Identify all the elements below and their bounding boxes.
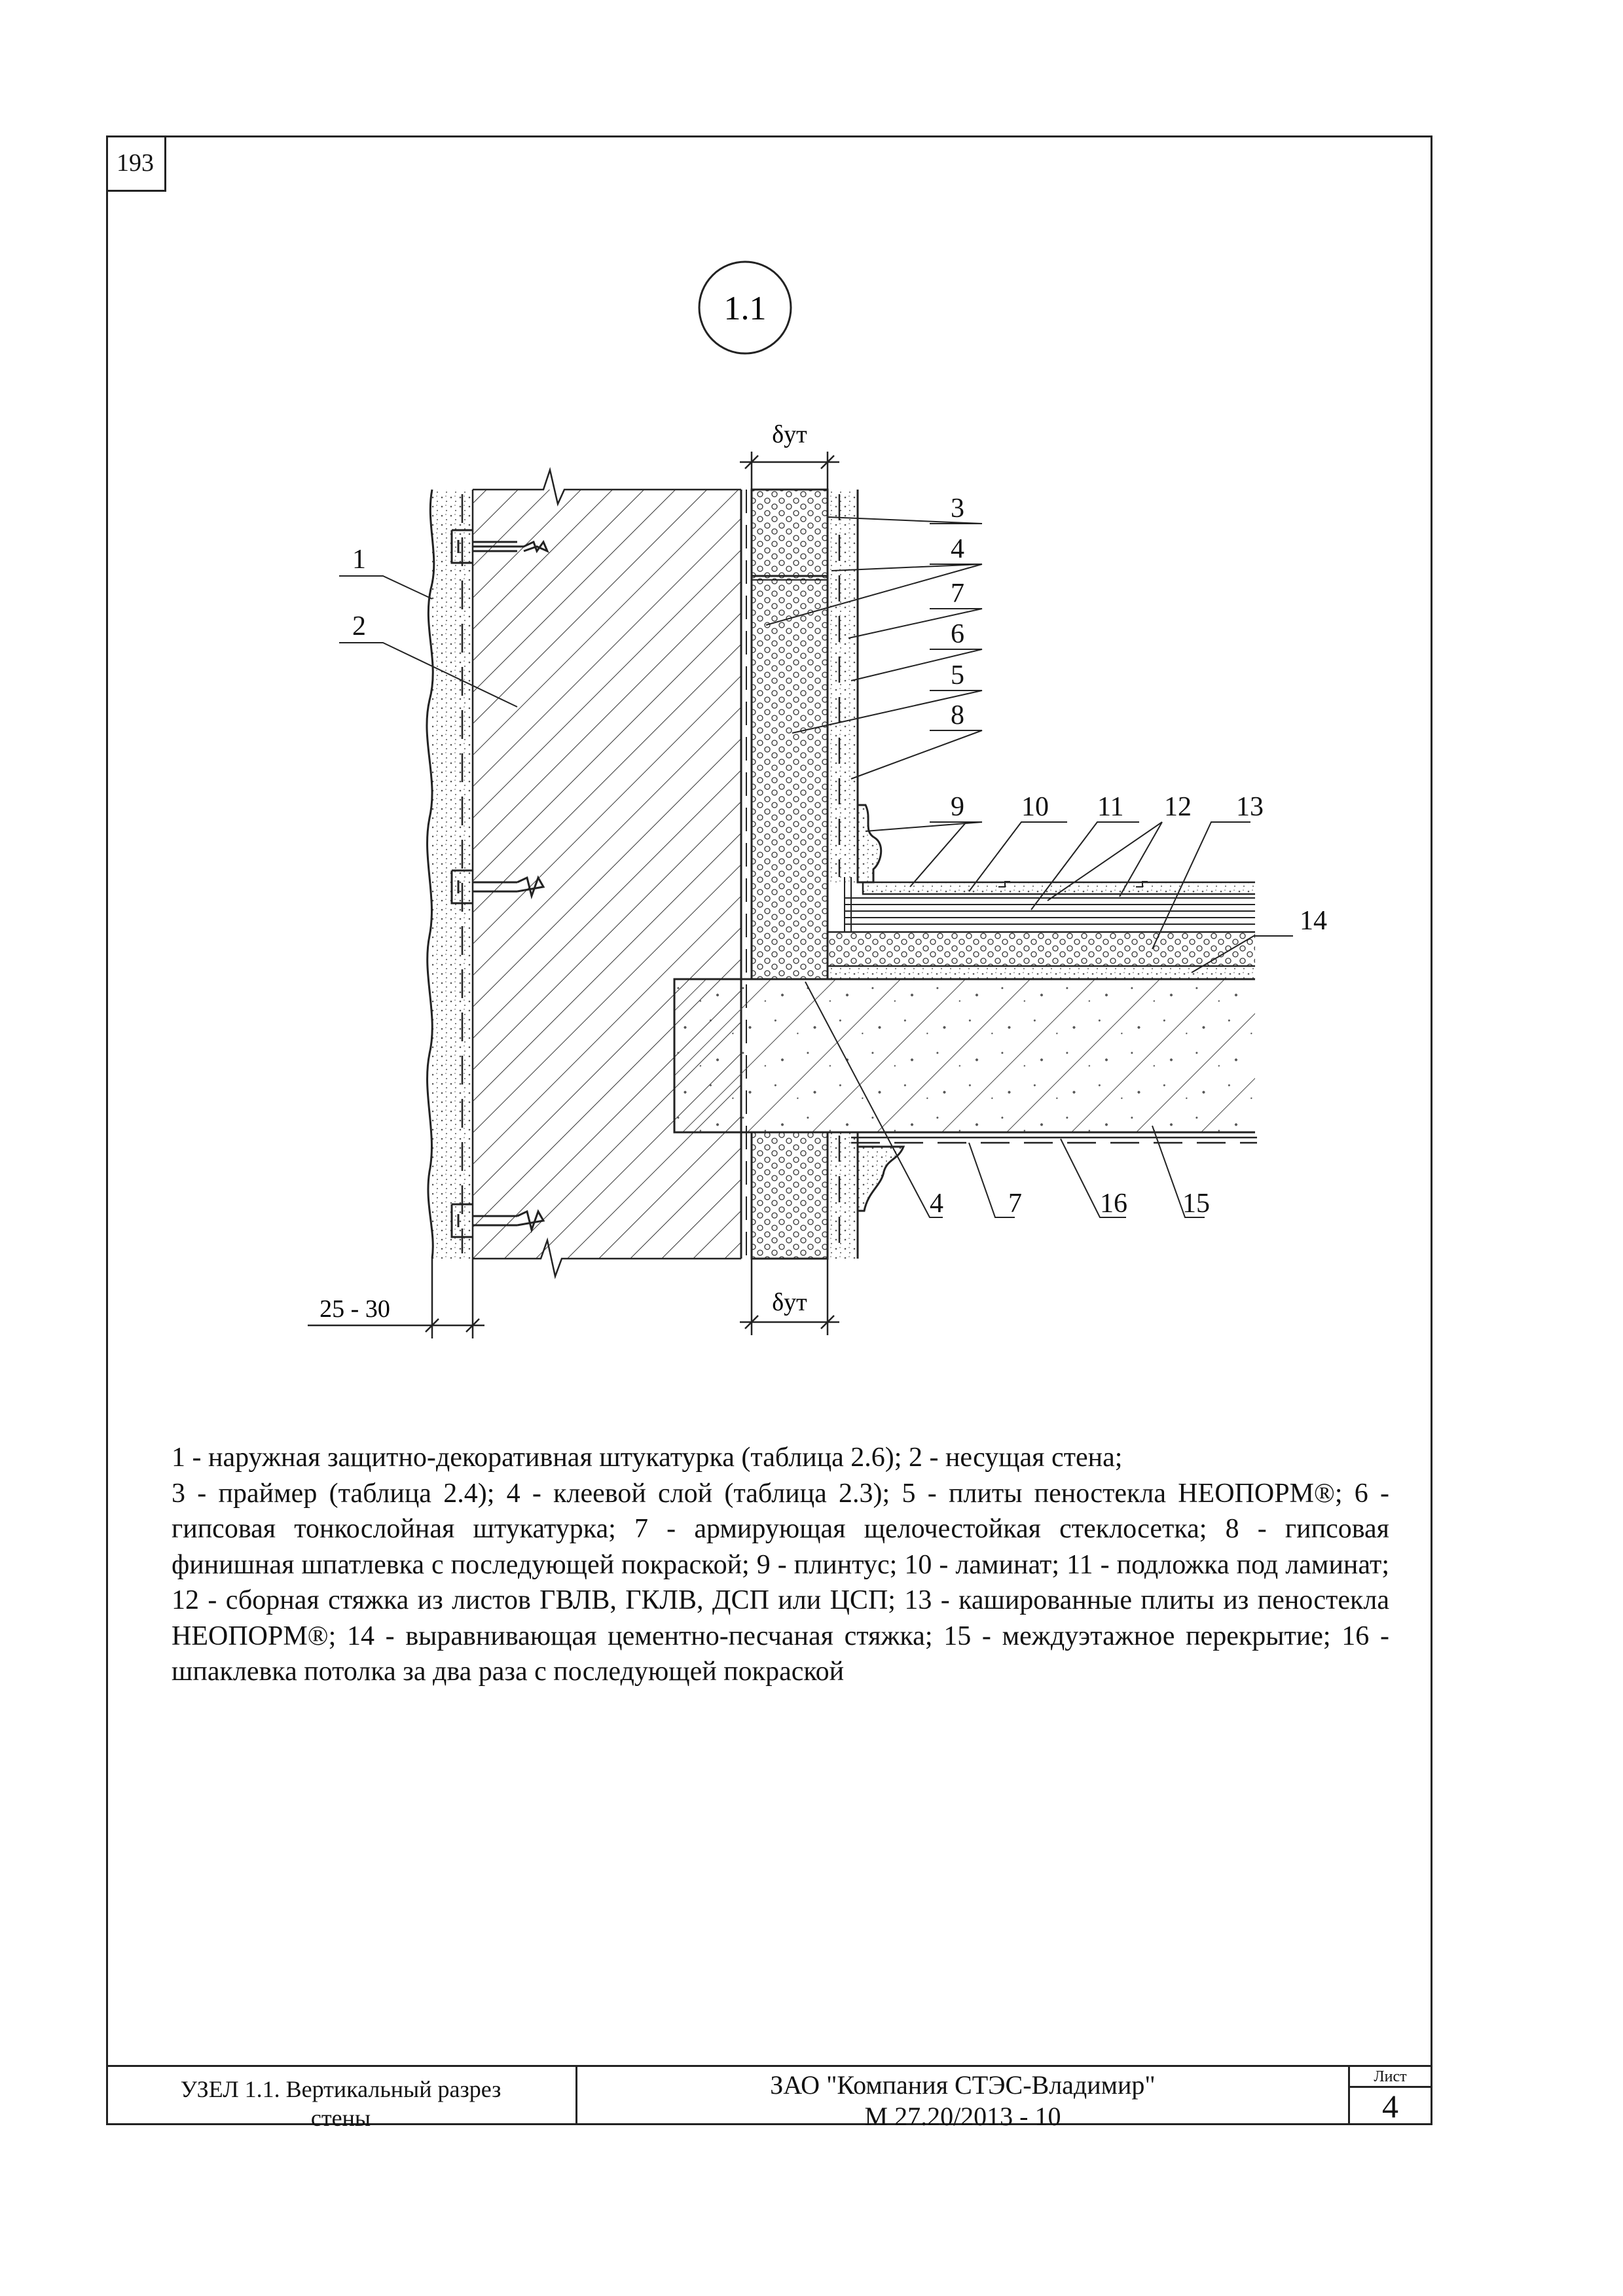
legend bbox=[172, 1440, 1389, 1690]
page-number: 193 bbox=[106, 135, 166, 192]
node-label: 1.1 bbox=[723, 290, 767, 327]
callout-2: 2 bbox=[352, 611, 366, 641]
title-block-name bbox=[106, 2067, 577, 2131]
callout-16: 16 bbox=[1100, 1189, 1127, 1219]
callout-4-bottom: 4 bbox=[930, 1189, 943, 1219]
sheet-number: 4 bbox=[1382, 2088, 1398, 2125]
callout-14: 14 bbox=[1300, 906, 1327, 936]
callout-7-top: 7 bbox=[951, 579, 964, 609]
foam-glass-insulation-lower bbox=[752, 1132, 828, 1259]
callout-15: 15 bbox=[1182, 1189, 1210, 1219]
bearing-wall bbox=[473, 490, 741, 1259]
callout-1: 1 bbox=[352, 545, 366, 575]
callout-9: 9 bbox=[951, 792, 964, 822]
foam-glass-floor-boards bbox=[828, 932, 1257, 966]
gypsum-plaster-lower bbox=[828, 1132, 858, 1259]
callout-6: 6 bbox=[951, 619, 964, 649]
callout-7-bottom: 7 bbox=[1008, 1189, 1022, 1219]
plaster-thickness-label: 25 - 30 bbox=[319, 1295, 390, 1323]
callout-4-top: 4 bbox=[951, 534, 964, 564]
legend-line-2: 3 - праймер (таблица 2.4); 4 - клеевой слой (таблица 2.3); 5 - плиты пеностекла НЕОПОРМ®; 6 - гипсовая тонкослойная штукатурка; 7 - армирующая щелочестойкая стеклосетка; 8 - гипсовая финишная шпатлевка с последующей покраской; 9 - плинтус; 10 - ламинат; 11 - подложка под ламинат; 12 - сборная стяжка из листов ГВЛВ, ГКЛВ, ДСП или ЦСП; 13 - кашированные плиты из пеностекла НЕОПОРМ®; 14 - выравнивающая цементно-песчаная стяжка; 15 - междуэтажное перекрытие; 16 - шпаклевка потолка за два раза с последующей покраской bbox=[172, 1478, 1389, 1687]
sheet-label: Лист bbox=[1350, 2067, 1431, 2088]
callout-11: 11 bbox=[1097, 792, 1124, 822]
foam-glass-insulation-upper bbox=[752, 490, 828, 979]
document-code: М 27.20/2013 - 10 bbox=[864, 2102, 1061, 2131]
legend-line-1: 1 - наружная защитно-декоративная штукатурка (таблица 2.6); 2 - несущая стена; bbox=[172, 1443, 1123, 1473]
callout-10: 10 bbox=[1021, 792, 1049, 822]
title-block bbox=[106, 2065, 1432, 2131]
callout-5: 5 bbox=[951, 660, 964, 691]
ceiling-cornice bbox=[858, 1147, 903, 1211]
insulation-thickness-top: δут bbox=[772, 421, 807, 448]
callout-13: 13 bbox=[1236, 792, 1264, 822]
title-block-sheet bbox=[1350, 2067, 1431, 2125]
skirting-board bbox=[858, 805, 881, 882]
callout-3: 3 bbox=[951, 493, 964, 524]
gypsum-plaster-upper bbox=[828, 490, 858, 882]
callout-12: 12 bbox=[1164, 792, 1192, 822]
callout-8: 8 bbox=[951, 700, 964, 730]
dimension-insulation-top bbox=[740, 452, 839, 490]
title-block-company bbox=[577, 2067, 1350, 2131]
company-name: ЗАО "Компания СТЭС-Владимир" bbox=[770, 2070, 1156, 2100]
title-line-1: УЗЕЛ 1.1. Вертикальный разрез bbox=[180, 2076, 501, 2102]
insulation-thickness-bottom: δут bbox=[772, 1289, 807, 1316]
title-line-2: стены bbox=[310, 2105, 371, 2131]
floor-slab bbox=[674, 979, 1257, 1132]
